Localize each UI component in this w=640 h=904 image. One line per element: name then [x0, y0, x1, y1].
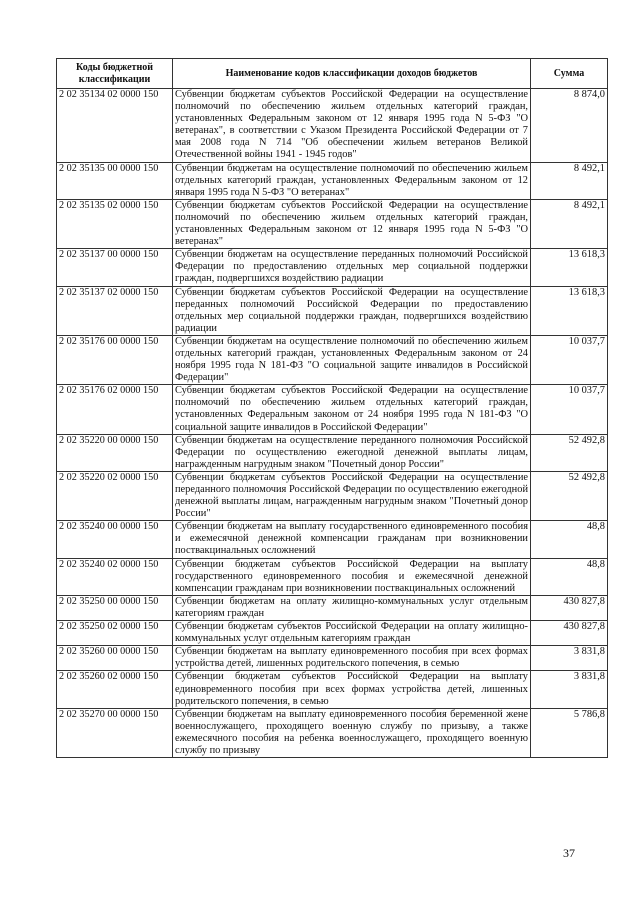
row-name: Субвенции бюджетам на выплату единовременного пособия при всех формах устройства детей, лишенных родительского попечения, в семью — [173, 646, 531, 671]
row-code: 2 02 35250 02 0000 150 — [57, 621, 173, 646]
row-sum: 8 492,1 — [531, 199, 608, 248]
row-name: Субвенции бюджетам на осуществление переданного полномочия Российской Федерации по осуществлению ежегодной денежной выплаты лицам, награжденным нагрудным знаком "Почетный донор России" — [173, 434, 531, 471]
row-name: Субвенции бюджетам на осуществление полномочий по обеспечению жильем отдельных категорий граждан, установленных Федеральным законом от 24 ноября 1995 года N 181-ФЗ "О социальной защите инвалидов в Российской Федерации" — [173, 335, 531, 384]
row-sum: 430 827,8 — [531, 621, 608, 646]
row-sum: 8 874,0 — [531, 89, 608, 163]
row-code: 2 02 35135 00 0000 150 — [57, 162, 173, 199]
table-row — [57, 162, 608, 199]
row-code: 2 02 35176 02 0000 150 — [57, 385, 173, 434]
row-code: 2 02 35135 02 0000 150 — [57, 199, 173, 248]
row-sum: 8 492,1 — [531, 162, 608, 199]
row-code: 2 02 35134 02 0000 150 — [57, 89, 173, 163]
row-sum: 52 492,8 — [531, 434, 608, 471]
table-row — [57, 471, 608, 520]
row-sum: 10 037,7 — [531, 385, 608, 434]
row-code: 2 02 35260 02 0000 150 — [57, 671, 173, 708]
table-row — [57, 595, 608, 620]
row-sum: 13 618,3 — [531, 286, 608, 335]
row-sum: 10 037,7 — [531, 335, 608, 384]
header-sum: Сумма — [531, 59, 608, 89]
row-sum: 48,8 — [531, 521, 608, 558]
row-name: Субвенции бюджетам на оплату жилищно-коммунальных услуг отдельным категориям граждан — [173, 595, 531, 620]
table-row — [57, 621, 608, 646]
table-row — [57, 335, 608, 384]
table-row — [57, 558, 608, 595]
table-row — [57, 286, 608, 335]
row-sum: 430 827,8 — [531, 595, 608, 620]
table-row — [57, 434, 608, 471]
row-code: 2 02 35260 00 0000 150 — [57, 646, 173, 671]
row-name: Субвенции бюджетам на осуществление полномочий по обеспечению жильем отдельных категорий граждан, установленных Федеральным законом от 12 января 1995 года N 5-ФЗ "О ветеранах" — [173, 162, 531, 199]
row-code: 2 02 35137 02 0000 150 — [57, 286, 173, 335]
row-sum: 52 492,8 — [531, 471, 608, 520]
row-name: Субвенции бюджетам на осуществление переданных полномочий Российской Федерации по предоставлению отдельных мер социальной поддержки граждан, подвергшихся воздействию радиации — [173, 249, 531, 286]
row-name: Субвенции бюджетам субъектов Российской Федерации на выплату государственного единовременного пособия и ежемесячной денежной компенсации гражданам при возникновении поствакцинальных осложнений — [173, 558, 531, 595]
row-sum: 3 831,8 — [531, 646, 608, 671]
table-row — [57, 671, 608, 708]
table-row — [57, 89, 608, 163]
row-sum: 5 786,8 — [531, 708, 608, 757]
row-code: 2 02 35220 02 0000 150 — [57, 471, 173, 520]
row-code: 2 02 35250 00 0000 150 — [57, 595, 173, 620]
table-row — [57, 249, 608, 286]
row-name: Субвенции бюджетам субъектов Российской Федерации на выплату единовременного пособия при всех формах устройства детей, лишенных родительского попечения, в семью — [173, 671, 531, 708]
table-row — [57, 199, 608, 248]
row-sum: 13 618,3 — [531, 249, 608, 286]
table-header-row — [57, 59, 608, 89]
budget-classification-table — [56, 58, 608, 758]
row-sum: 48,8 — [531, 558, 608, 595]
row-name: Субвенции бюджетам субъектов Российской Федерации на осуществление полномочий по обеспечению жильем отдельных категорий граждан, установленных Федеральным законом от 24 ноября 1995 года N 181-ФЗ "О социальной защите инвалидов в Российской Федерации" — [173, 385, 531, 434]
row-name: Субвенции бюджетам на выплату единовременного пособия беременной жене военнослужащего, проходящего военную службу по призыву, а также ежемесячного пособия на ребенка военнослужащего, проходящего военную службу по призыву — [173, 708, 531, 757]
row-name: Субвенции бюджетам субъектов Российской Федерации на осуществление полномочий по обеспечению жильем отдельных категорий граждан, установленных Федеральным законом от 12 января 1995 года N 5-ФЗ "О ветеранах", в соответствии с Указом Президента Российской Федерации от 7 мая 2008 года N 714 "Об обеспечении жильем ветеранов Великой Отечественной войны 1941 - 1945 годов" — [173, 89, 531, 163]
header-code: Коды бюджетной классификации — [57, 59, 173, 89]
row-code: 2 02 35137 00 0000 150 — [57, 249, 173, 286]
table-row — [57, 385, 608, 434]
row-code: 2 02 35176 00 0000 150 — [57, 335, 173, 384]
row-name: Субвенции бюджетам субъектов Российской Федерации на оплату жилищно-коммунальных услуг отдельным категориям граждан — [173, 621, 531, 646]
row-code: 2 02 35270 00 0000 150 — [57, 708, 173, 757]
page-number: 37 — [563, 846, 575, 860]
row-code: 2 02 35220 00 0000 150 — [57, 434, 173, 471]
row-name: Субвенции бюджетам субъектов Российской Федерации на осуществление переданных полномочий Российской Федерации по предоставлению отдельных мер социальной поддержки граждан, подвергшихся воздействию радиации — [173, 286, 531, 335]
table-row — [57, 646, 608, 671]
row-name: Субвенции бюджетам субъектов Российской Федерации на осуществление переданного полномочия Российской Федерации по осуществлению ежегодной денежной выплаты лицам, награжденным нагрудным знаком "Почетный донор России" — [173, 471, 531, 520]
table-body — [57, 89, 608, 758]
row-code: 2 02 35240 00 0000 150 — [57, 521, 173, 558]
table-row — [57, 521, 608, 558]
table-row — [57, 708, 608, 757]
row-name: Субвенции бюджетам субъектов Российской Федерации на осуществление полномочий по обеспечению жильем отдельных категорий граждан, установленных Федеральным законом от 12 января 1995 года N 5-ФЗ "О ветеранах" — [173, 199, 531, 248]
row-name: Субвенции бюджетам на выплату государственного единовременного пособия и ежемесячной денежной компенсации гражданам при возникновении поствакцинальных осложнений — [173, 521, 531, 558]
header-name: Наименование кодов классификации доходов бюджетов — [173, 59, 531, 89]
row-code: 2 02 35240 02 0000 150 — [57, 558, 173, 595]
row-sum: 3 831,8 — [531, 671, 608, 708]
